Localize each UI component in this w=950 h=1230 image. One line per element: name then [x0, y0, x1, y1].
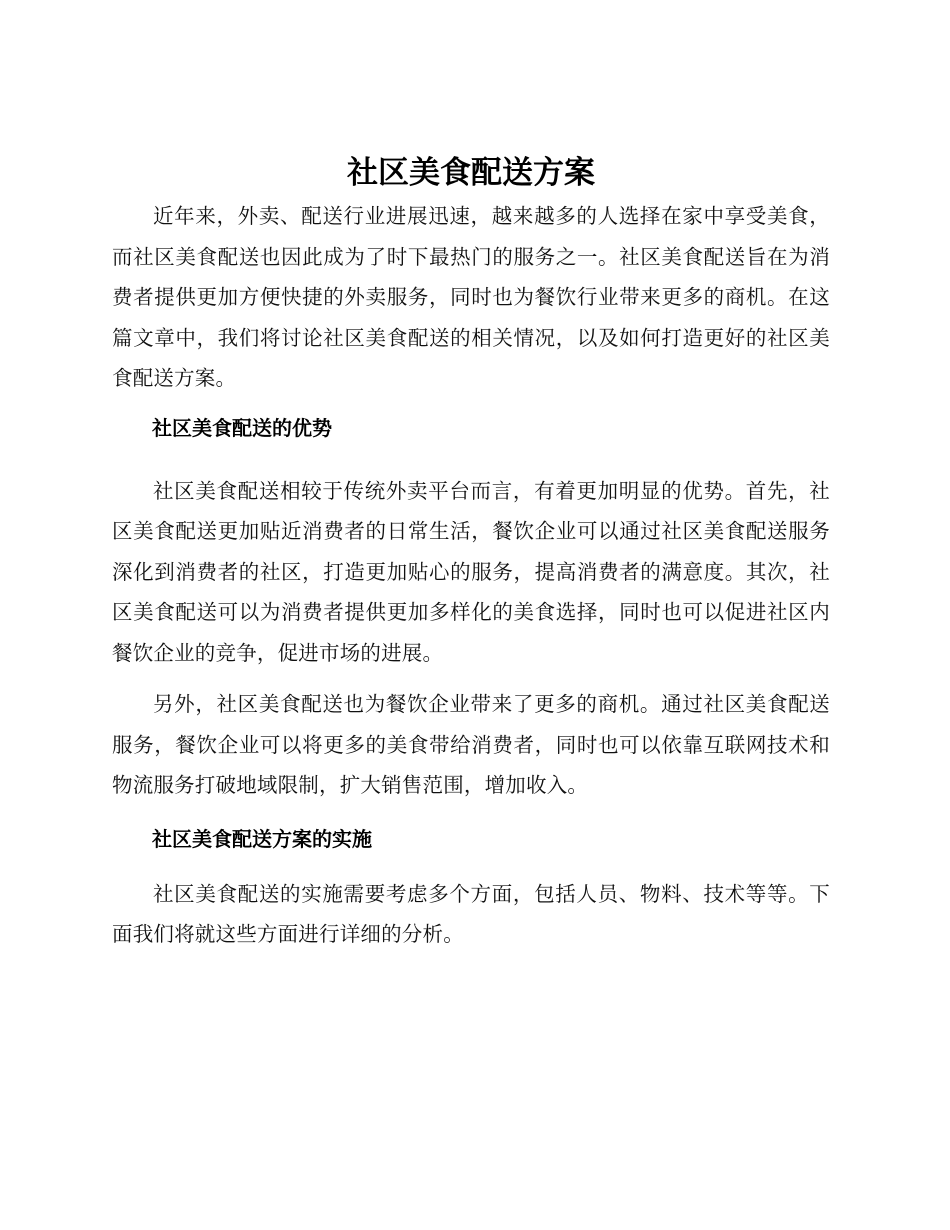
document-title: 社区美食配送方案	[347, 155, 595, 191]
section-heading-advantages: 社区美食配送的优势	[152, 415, 332, 440]
advantages-paragraph-1: 社区美食配送相较于传统外卖平台而言，有着更加明显的优势。首先，社区美食配送更加贴近消费者的日常生活，餐饮企业可以通过社区美食配送服务深化到消费者的社区，打造更加贴心的服务，提高消费者的满意度。其次，社区美食配送可以为消费者提供更加多样化的美食选择，同时也可以促进社区内餐饮企业的竞争，促进市场的进展。	[112, 478, 830, 665]
section-heading-implementation: 社区美食配送方案的实施	[152, 826, 372, 851]
advantages-paragraph-2: 另外，社区美食配送也为餐饮企业带来了更多的商机。通过社区美食配送服务，餐饮企业可以将更多的美食带给消费者，同时也可以依靠互联网技术和物流服务打破地域限制，扩大销售范围，增加收入。	[112, 692, 830, 797]
intro-paragraph: 近年来，外卖、配送行业进展迅速，越来越多的人选择在家中享受美食，而社区美食配送也因此成为了时下最热门的服务之一。社区美食配送旨在为消费者提供更加方便快捷的外卖服务，同时也为餐饮行业带来更多的商机。在这篇文章中，我们将讨论社区美食配送的相关情况，以及如何打造更好的社区美食配送方案。	[112, 204, 830, 390]
implementation-paragraph-1: 社区美食配送的实施需要考虑多个方面，包括人员、物料、技术等等。下面我们将就这些方面进行详细的分析。	[112, 881, 830, 946]
document-body	[112, 152, 830, 955]
